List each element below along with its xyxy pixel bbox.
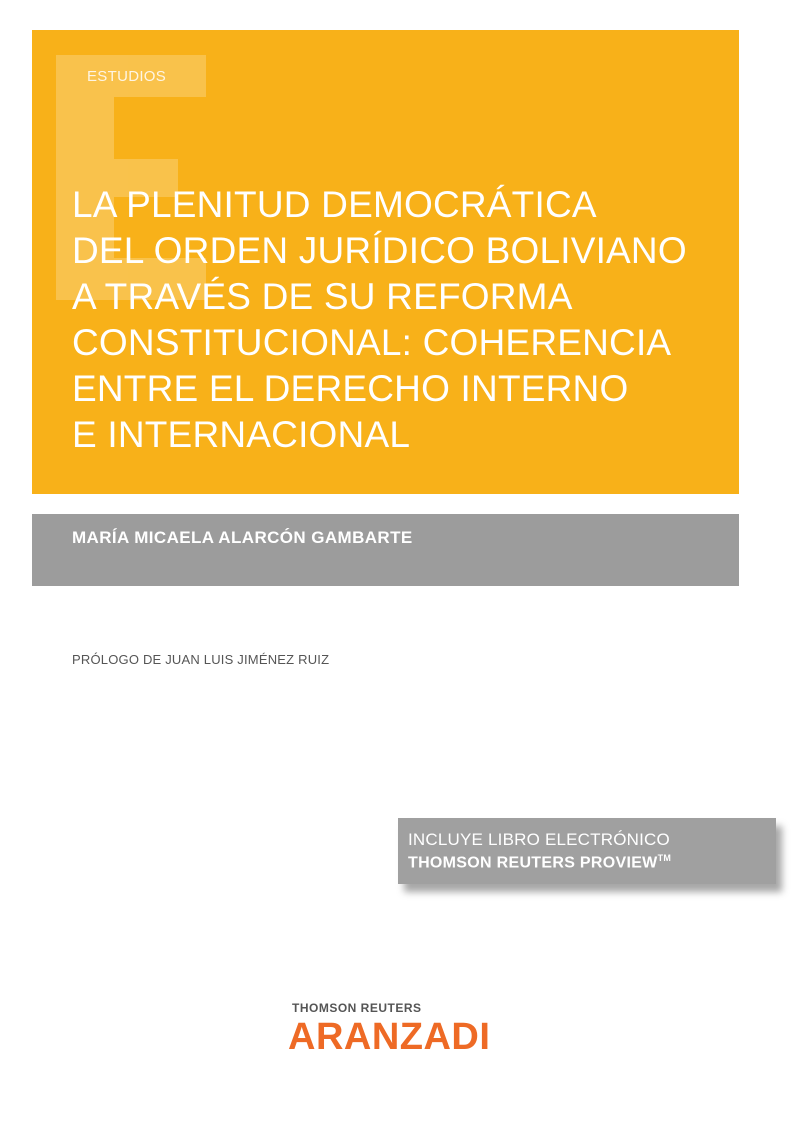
book-title: LA PLENITUD DEMOCRÁTICA DEL ORDEN JURÍDICO BOLIVIANO A TRAVÉS DE SU REFORMA CONSTITUCIONAL: COHERENCIA ENTRE EL DERECHO INTERNO E INTERNACIONAL [72,184,687,455]
author-name: MARÍA MICAELA ALARCÓN GAMBARTE [72,528,413,547]
series-label: ESTUDIOS [87,68,167,85]
proview-text: THOMSON REUTERS PROVIEW [408,854,658,872]
author-band [32,514,739,586]
prologue-credit: PRÓLOGO DE JUAN LUIS JIMÉNEZ RUIZ [72,652,330,667]
ebook-badge [398,818,776,884]
trademark-mark: TM [657,853,672,863]
title-block [32,30,739,494]
proview-label [408,853,671,872]
publisher-logo: ARANZADI [288,1016,491,1058]
publisher-parent: THOMSON REUTERS [292,1001,422,1015]
ebook-included-label: INCLUYE LIBRO ELECTRÓNICO [408,830,670,849]
